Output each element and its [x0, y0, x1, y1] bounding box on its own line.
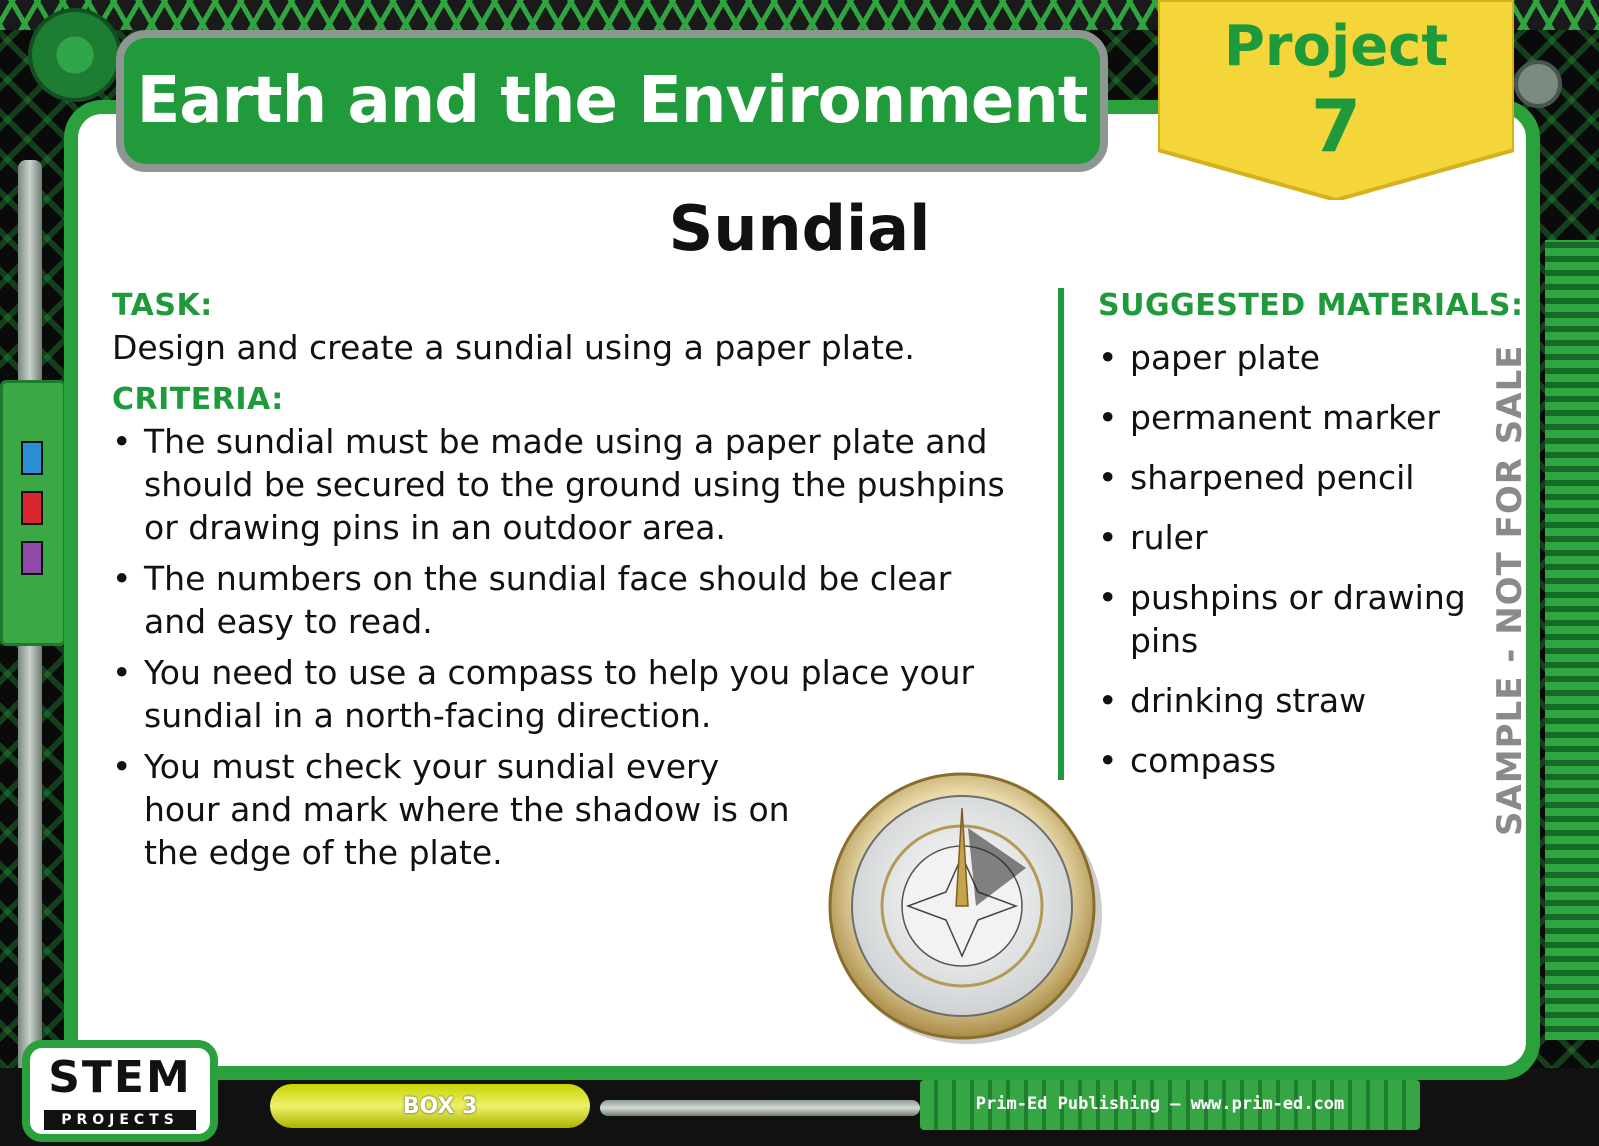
- right-ribs-decoration: [1545, 240, 1599, 1040]
- red-light-icon: [21, 491, 43, 525]
- left-panel-decoration: [0, 380, 66, 646]
- sundial-icon: [826, 768, 1106, 1048]
- page-title: Sundial: [668, 192, 931, 265]
- bottom-pipe: [600, 1100, 920, 1116]
- criteria-item: • You need to use a compass to help you place your sundial in a north-facing direction.: [112, 651, 1012, 737]
- fan-icon: [28, 8, 122, 102]
- material-item: • paper plate: [1098, 336, 1498, 379]
- material-item: • pushpins or drawing pins: [1098, 576, 1498, 662]
- material-item: • sharpened pencil: [1098, 456, 1498, 499]
- watermark: SAMPLE - NOT FOR SALE: [1490, 344, 1530, 836]
- stem-projects-logo: [22, 1040, 218, 1142]
- purple-light-icon: [21, 541, 43, 575]
- title-banner: [116, 30, 1108, 172]
- material-item: • drinking straw: [1098, 679, 1498, 722]
- criteria-item: • The numbers on the sundial face should be clear and easy to read.: [112, 557, 1012, 643]
- project-word: Project: [1223, 14, 1449, 79]
- gear-icon: [1514, 60, 1562, 108]
- publisher-credit: Prim-Ed Publishing — www.prim-ed.com: [975, 1094, 1345, 1114]
- material-item: • ruler: [1098, 516, 1498, 559]
- materials-list: [1098, 336, 1498, 799]
- project-badge: [1158, 0, 1514, 200]
- column-divider: [1058, 288, 1064, 780]
- criteria-item: • The sundial must be made using a paper plate and should be secured to the ground using the pushpins or drawing pins in an outdoor area.: [112, 420, 1012, 549]
- project-number: 7: [1310, 84, 1362, 168]
- materials-heading: SUGGESTED MATERIALS:: [1098, 288, 1524, 323]
- blue-light-icon: [21, 441, 43, 475]
- material-item: • permanent marker: [1098, 396, 1498, 439]
- banner-title: Earth and the Environment: [136, 64, 1088, 138]
- box-label: BOX 3: [402, 1094, 478, 1119]
- left-pipe-decoration: [18, 160, 42, 1140]
- task-heading: TASK:: [112, 288, 213, 323]
- task-text: Design and create a sundial using a paper plate.: [112, 328, 915, 367]
- logo-subtitle: PROJECTS: [44, 1110, 196, 1130]
- material-item: • compass: [1098, 739, 1498, 782]
- criteria-heading: CRITERIA:: [112, 382, 284, 417]
- criteria-item: • You must check your sundial every hour and mark where the shadow is on the edge of the plate.: [112, 745, 804, 874]
- logo-word: STEM: [48, 1052, 192, 1103]
